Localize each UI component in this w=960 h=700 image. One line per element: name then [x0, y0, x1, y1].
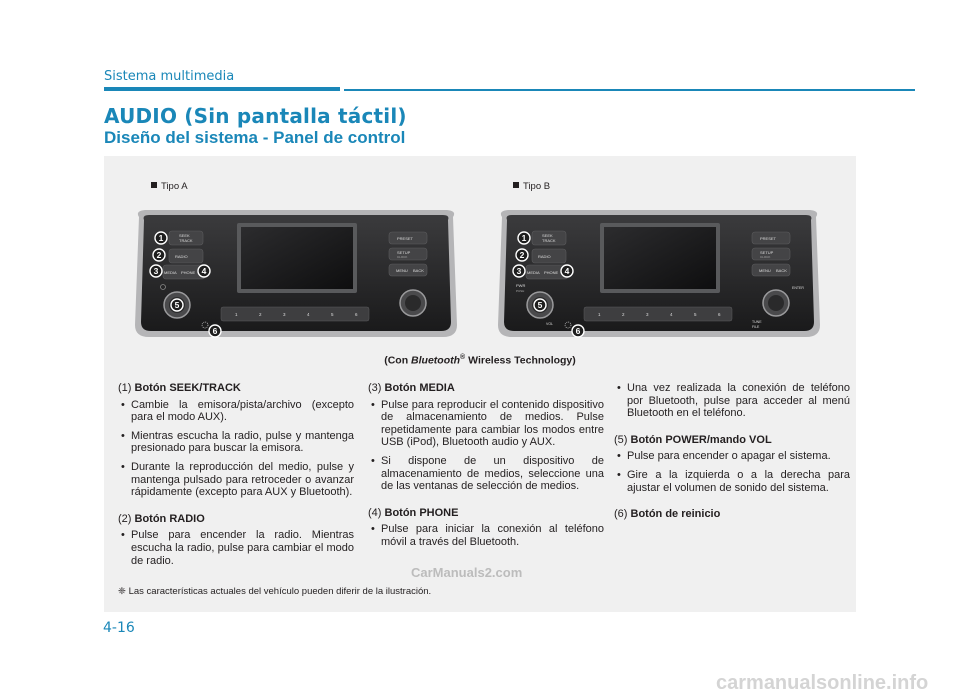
section-reset-title: (6) Botón de reinicio	[614, 508, 721, 521]
page-subtitle: Diseño del sistema - Panel de control	[104, 128, 406, 147]
track-label: TRACK	[179, 238, 193, 243]
list-item: • Mientras escucha la radio, pulse y mantenga presionado para buscar la emisora.	[118, 430, 354, 455]
setup-label: SETUP	[760, 250, 774, 255]
figure-caption: (Con Bluetooth® Wireless Technology)	[384, 354, 576, 367]
file-label: FILE	[752, 325, 760, 329]
seek-label: SEEK	[542, 233, 553, 238]
list-item: • Pulse para encender o apagar el sistema.	[614, 450, 850, 463]
clock-label: CLOCK	[397, 255, 408, 259]
preset-1-label: 1	[598, 312, 601, 317]
section-media-title: (3) Botón MEDIA	[368, 382, 455, 394]
seek-track-list	[118, 399, 354, 499]
preset-6-label: 6	[355, 312, 358, 317]
callout-4: 4	[201, 266, 207, 276]
list-item: • Pulse para iniciar la conexión al teléfono móvil a través del Bluetooth.	[368, 523, 604, 548]
list-item: • Pulse para encender la radio. Mientras escucha la radio, pulse para cambiar el modo de radio.	[118, 529, 354, 567]
radio-list	[118, 529, 354, 567]
preset-3-label: 3	[283, 312, 286, 317]
seek-label: SEEK	[179, 233, 190, 238]
clock-label: CLOCK	[760, 255, 771, 259]
type-a-label: Tipo A	[151, 181, 188, 192]
callout-4: 4	[564, 266, 570, 276]
tune-label: TUNE	[752, 320, 762, 324]
preset-2-label: 2	[622, 312, 625, 317]
text-column-3	[614, 382, 850, 525]
site-watermark: carmanualsonline.info	[716, 672, 929, 694]
list-item: • Cambie la emisora/pista/archivo (excepto para el modo AUX).	[118, 399, 354, 424]
page-title: AUDIO (Sin pantalla táctil)	[104, 104, 407, 128]
preset-label: PRESET	[760, 236, 777, 241]
enter-label: ENTER	[792, 286, 804, 290]
preset-button-row	[584, 307, 732, 321]
callout-6: 6	[575, 326, 581, 336]
text-column-2	[368, 382, 604, 555]
track-label: TRACK	[542, 238, 556, 243]
square-bullet-icon	[513, 182, 519, 188]
preset-button-row	[221, 307, 369, 321]
text-column-1	[118, 382, 354, 573]
preset-4-label: 4	[670, 312, 673, 317]
preset-2-label: 2	[259, 312, 262, 317]
square-bullet-icon	[151, 182, 157, 188]
phone-label: PHONE	[181, 270, 196, 275]
header-rule-thin	[344, 89, 915, 91]
list-item: • Gire a la izquierda o a la derecha para ajustar el volumen de sonido del sistema.	[614, 469, 850, 494]
preset-1-label: 1	[235, 312, 238, 317]
section-header: Sistema multimedia	[104, 69, 235, 84]
preset-4-label: 4	[307, 312, 310, 317]
list-item: • Pulse para reproducir el contenido dispositivo de almacenamiento de medios. Pulse repetidamente para cambiar los modos entre USB (iPod), Bluetooth audio y AUX.	[368, 399, 604, 449]
head-unit-illustration	[494, 207, 824, 341]
head-unit-type-b	[494, 207, 824, 341]
section-radio-title: (2) Botón RADIO	[118, 512, 205, 525]
callout-6: 6	[212, 326, 218, 336]
section-power-vol-title: (5) Botón POWER/mando VOL	[614, 433, 772, 446]
section-phone-title: (4) Botón PHONE	[368, 506, 459, 519]
setup-label: SETUP	[397, 250, 411, 255]
list-item: • Durante la reproducción del medio, pulse y mantenga pulsado para retroceder o avanzar rápidamente (excepto para AUX y Bluetooth).	[118, 461, 354, 499]
media-label: MEDIA	[527, 270, 540, 275]
callout-2: 2	[519, 250, 525, 260]
header-rule-thick	[104, 87, 340, 91]
push-label: PUSH	[516, 289, 525, 293]
watermark: CarManuals2.com	[411, 565, 523, 580]
callout-1: 1	[158, 233, 164, 243]
preset-label: PRESET	[397, 236, 414, 241]
type-b-label: Tipo B	[513, 181, 550, 192]
radio-label: RADIO	[538, 254, 551, 259]
callout-3: 3	[153, 266, 159, 276]
power-vol-list	[614, 450, 850, 494]
list-item: • Si dispone de un dispositivo de almacenamiento de medios, seleccione una de las ventanas de selección de medios.	[368, 455, 604, 493]
callout-3: 3	[516, 266, 522, 276]
section-seek-track-title: (1) Botón SEEK/TRACK	[118, 382, 241, 394]
list-item: • Una vez realizada la conexión de teléfono por Bluetooth, pulse para acceder al menú Bluetooth en el teléfono.	[614, 382, 850, 420]
phone-list-continued	[614, 382, 850, 420]
preset-5-label: 5	[331, 312, 334, 317]
head-unit-illustration	[131, 207, 461, 341]
preset-5-label: 5	[694, 312, 697, 317]
pwr-label: PWR	[516, 283, 526, 288]
media-label: MEDIA	[164, 270, 177, 275]
back-label: BACK	[413, 268, 424, 273]
menu-label: MENU	[759, 268, 771, 273]
preset-6-label: 6	[718, 312, 721, 317]
page-number: 4-16	[103, 620, 135, 636]
callout-5: 5	[174, 300, 180, 310]
callout-1: 1	[521, 233, 527, 243]
media-list	[368, 399, 604, 493]
phone-list	[368, 523, 604, 548]
menu-label: MENU	[396, 268, 408, 273]
head-unit-type-a	[131, 207, 461, 341]
back-label: BACK	[776, 268, 787, 273]
preset-3-label: 3	[646, 312, 649, 317]
vol-label: VOL	[546, 322, 554, 326]
radio-label: RADIO	[175, 254, 188, 259]
illustration-note: ❈ Las características actuales del vehículo pueden diferir de la ilustración.	[118, 586, 432, 597]
callout-5: 5	[537, 300, 543, 310]
callout-2: 2	[156, 250, 162, 260]
phone-label: PHONE	[544, 270, 559, 275]
